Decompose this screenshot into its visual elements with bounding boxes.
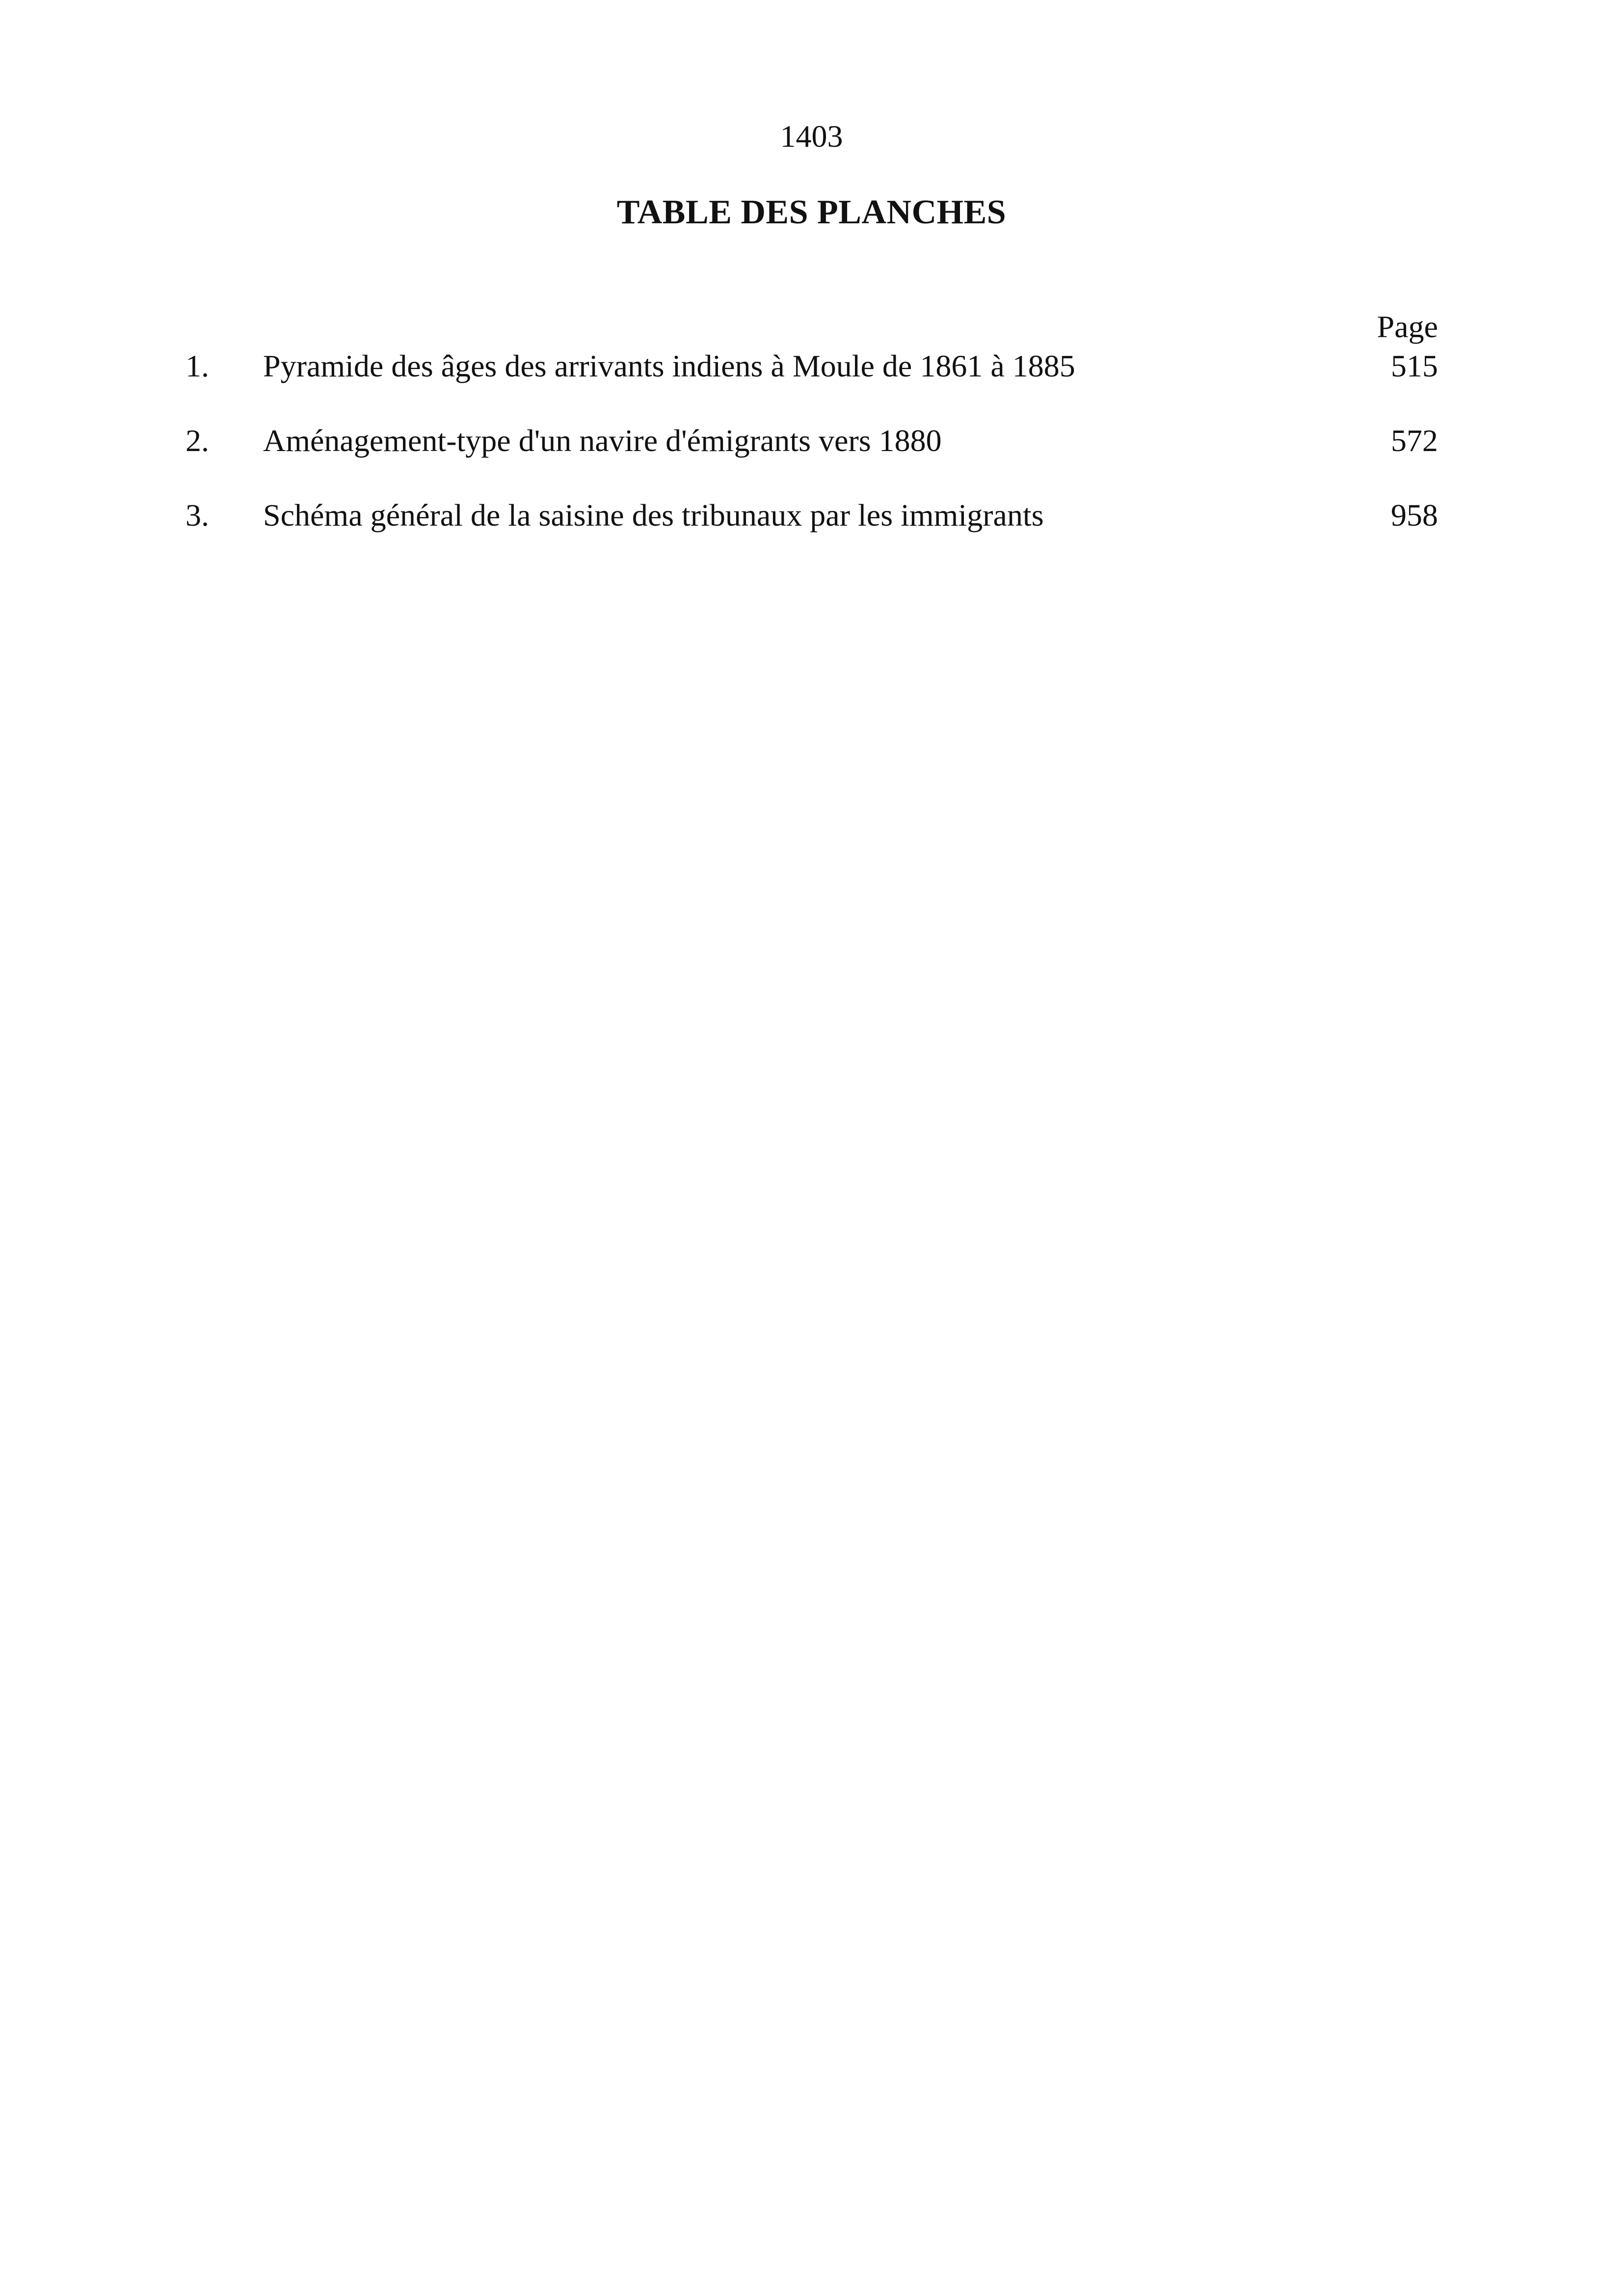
toc-entry-page: 958: [1391, 498, 1438, 533]
toc-entry-number: 1.: [186, 348, 209, 383]
page-column-header: Page: [1377, 309, 1438, 344]
toc-entry-number: 3.: [186, 498, 209, 533]
toc-entry-number: 2.: [186, 423, 209, 458]
toc-entry-title: Aménagement-type d'un navire d'émigrants vers 1880: [263, 423, 942, 458]
toc-entry-page: 515: [1391, 348, 1438, 383]
page-title: TABLE DES PLANCHES: [616, 193, 1007, 231]
toc-entry: [186, 347, 1438, 386]
table-of-plates: [186, 307, 1438, 535]
toc-entry-title: Schéma général de la saisine des tribunaux par les immigrants: [263, 498, 1044, 533]
page-number: 1403: [780, 119, 843, 154]
toc-entry-page: 572: [1391, 423, 1438, 458]
toc-entry-title: Pyramide des âges des arrivants indiens à Moule de 1861 à 1885: [263, 348, 1075, 383]
toc-entry: [186, 496, 1438, 535]
toc-entry: [186, 421, 1438, 460]
